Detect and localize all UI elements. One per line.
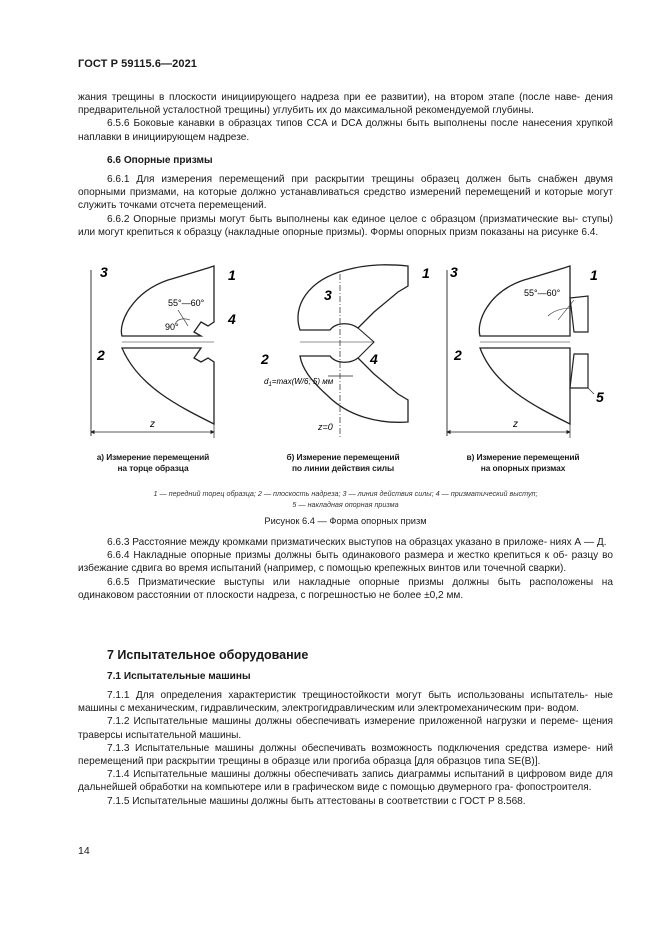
angle-90-label: 90° xyxy=(165,322,179,332)
paragraph-6-6-2: 6.6.2 Опорные призмы могут быть выполнены как единое целое с образцом (призматические вы- ступы) или могут крепиться к образцу (накладные опорные призмы). Формы опорных призм показаны на рисунке 6.4. xyxy=(78,213,613,238)
figure-title: Рисунок 6.4 — Форма опорных призм xyxy=(264,516,427,526)
caption-a: а) Измерение перемещений на торце образца xyxy=(96,452,210,473)
drawing-b xyxy=(260,265,430,438)
section-6-6-continued xyxy=(78,536,613,602)
intro-paragraph-continued: жания трещины в плоскости инициирующего надреза при ее развитии), на втором этапе (после наве- дения предварительной усталостной трещины) углубить их до максимальной рекомендуемой глубины. xyxy=(78,92,613,117)
section-6-6-body xyxy=(78,173,613,239)
section-7-1-title: 7.1 Испытательные машины xyxy=(107,671,251,682)
label-3-a: 3 xyxy=(100,264,108,280)
label-1-b: 1 xyxy=(422,265,430,281)
caption-c: в) Измерение перемещений на опорных призмах xyxy=(466,452,580,473)
paragraph-6-5-6: 6.5.6 Боковые канавки в образцах типов CCA и DCA должны быть выполнены после нанесения хрупкой наплавки в инициирующем надрезе. xyxy=(78,118,613,143)
paragraph-7-1-5: 7.1.5 Испытательные машины должны быть аттестованы в соответствии с ГОСТ Р 8.568. xyxy=(107,795,526,807)
paragraph-6-6-4: 6.6.4 Накладные опорные призмы должны быть одинакового размера и жестко крепиться к об- разцу во избежание сдвига во время испытаний (например, с помощью крепежных винтов или точечной сварки). xyxy=(78,550,613,575)
attached-prism-lower xyxy=(570,354,588,388)
section-7-body xyxy=(78,689,613,808)
dimension-d1-label: $d_1=\max(W/6$; 5) мм xyxy=(264,377,334,388)
paragraph-7-1-4: 7.1.4 Испытательные машины должны обеспечивать запись диаграммы испытаний в цифровом виде для дальнейшей обработки на компьютере или в графическом виде с помощью двумерного гра- фопостроителя. xyxy=(78,769,613,794)
specimen-lower-b xyxy=(300,356,408,422)
specimen-upper-b xyxy=(298,265,408,330)
label-4-a: 4 xyxy=(228,311,236,327)
label-4-b: 4 xyxy=(370,351,378,367)
label-3-b: 3 xyxy=(324,287,332,303)
drawing-a xyxy=(91,264,236,438)
standard-header: ГОСТ Р 59115.6—2021 xyxy=(78,58,198,70)
paragraph-7-1-3: 7.1.3 Испытательные машины должны обеспечивать возможность подключения средства измере- ний перемещений при раскрытии трещины в образце или прогиба образца [для образцов типа SE(B)]. xyxy=(78,742,613,768)
dimension-z-label-c: z xyxy=(513,419,518,430)
label-5-c: 5 xyxy=(596,389,604,405)
paragraph-6-6-3: 6.6.3 Расстояние между кромками призматических выступов на образцах указано в приложе- ниях А — Д. xyxy=(107,537,607,548)
dimension-z0-label: z=0 xyxy=(318,422,333,432)
label-1-c: 1 xyxy=(590,267,598,283)
paragraph-6-6-1: 6.6.1 Для измерения перемещений при раскрытии трещины образец должен быть снабжен двумя опорными призмами, на которые должно устанавливаться средство измерений перемещений и которые могут служить точками отсчета перемещений. xyxy=(78,174,613,212)
page-number: 14 xyxy=(78,845,90,857)
paragraph-6-6-5: 6.6.5 Призматические выступы или накладные опорные призмы должны быть расположены на одинаковом расстоянии от плоскости надреза, с погрешностью не более ±0,2 мм. xyxy=(78,576,613,601)
figure-6-4 xyxy=(78,256,618,491)
paragraph-7-1-1: 7.1.1 Для определения характеристик трещиностойкости могут быть использованы испытатель- ные машины с механическим, гидравлическим, электрогидравлическим или электромеханическим при- водом. xyxy=(78,690,613,715)
angle-label-a: 55°—60° xyxy=(168,298,205,308)
intro-block xyxy=(78,91,613,144)
drawing-c xyxy=(447,264,604,438)
caption-b: б) Измерение перемещений по линии действия силы xyxy=(286,452,400,473)
label-2-b: 2 xyxy=(261,351,269,367)
figure-legend: 1 — передний торец образца; 2 — плоскость надреза; 3 — линия действия силы; 4 — призматический выступ; 5 — накладная опорная призма xyxy=(153,489,538,509)
label-2-c: 2 xyxy=(454,347,462,363)
angle-label-c: 55°—60° xyxy=(524,288,561,298)
specimen-lower-c xyxy=(480,348,570,424)
label-1-a: 1 xyxy=(228,267,236,283)
specimen-lower-a xyxy=(122,348,214,424)
label-2-a: 2 xyxy=(97,347,105,363)
label-3-c: 3 xyxy=(450,264,458,280)
section-6-6-title: 6.6 Опорные призмы xyxy=(107,155,213,166)
section-7-title: 7 Испытательное оборудование xyxy=(107,648,309,662)
specimen-upper-c xyxy=(479,266,570,336)
paragraph-7-1-2: 7.1.2 Испытательные машины должны обеспечивать измерение приложенной нагрузки и переме- щения траверсы испытательной машины. xyxy=(78,716,613,741)
dimension-z-label-a: z xyxy=(150,419,155,430)
